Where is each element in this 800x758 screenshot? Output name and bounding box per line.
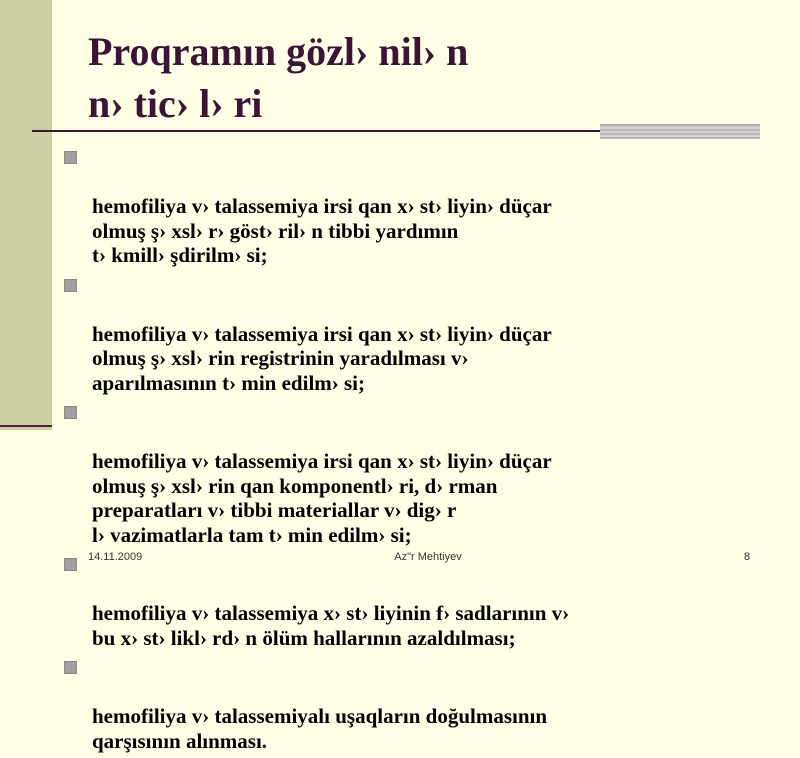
list-item: [62, 273, 752, 396]
list-item: [62, 145, 752, 268]
square-bullet-icon: [64, 279, 77, 292]
left-decor-line: [0, 425, 52, 427]
list-item: [62, 400, 752, 547]
bullet-text: hemofiliya v› talassemiya irsi qan x› st› liyin› düçar olmuş ş› xsl› r› göst› ril› n tibbi yardımın t› kmill› şdirilm› si;: [92, 194, 552, 267]
left-decor-band: [0, 0, 52, 430]
title-divider-bar: [600, 124, 760, 139]
square-bullet-icon: [64, 558, 77, 571]
title-divider: [32, 130, 600, 132]
slide-title: Proqramın gözl› nil› n n› tic› l› ri: [88, 29, 469, 126]
list-item: [62, 552, 752, 650]
square-bullet-icon: [64, 661, 77, 674]
square-bullet-icon: [64, 151, 77, 164]
bullet-text: hemofiliya v› talassemiya irsi qan x› st› liyin› düçar olmuş ş› xsl› rin registrinin yaradılması v› aparılmasının t› min edilm› si;: [92, 321, 552, 395]
bullet-text: hemofiliya v› talassemiya x› st› liyinin f› sadlarının v› bu x› st› likl› rd› n ölüm hallarının azaldılması;: [92, 601, 570, 650]
bullet-text: hemofiliya v› talassemiya irsi qan x› st› liyin› düçar olmuş ş› xsl› rin qan komponentl› ri, d› rman preparatları v› tibbi materiallar v› dig› r l› vazimatlarla tam t› min edilm› si;: [92, 449, 552, 547]
footer-author: Az"r Mehtiyev: [394, 551, 462, 563]
footer-date: 14.11.2009: [88, 551, 143, 563]
bullet-list: [62, 145, 752, 758]
bullet-text: hemofiliya v› talassemiyalı uşaqların doğulmasının qarşısının alınması.: [92, 704, 548, 753]
slide-number: 8: [744, 551, 751, 563]
list-item: [62, 655, 752, 753]
square-bullet-icon: [64, 406, 77, 419]
